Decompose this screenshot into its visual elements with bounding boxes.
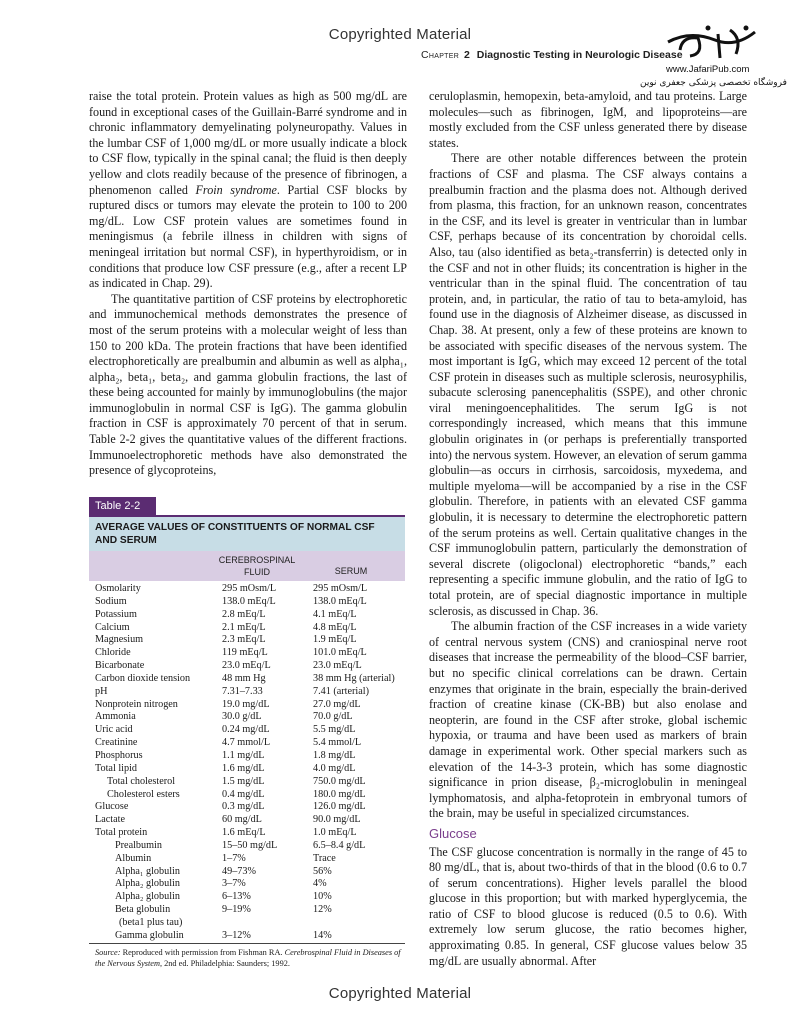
- row-csf-value: 30.0 g/dL: [222, 711, 262, 723]
- logo-url: www.JafariPub.com: [666, 64, 750, 75]
- row-constituent: Lactate: [95, 814, 125, 826]
- watermark-top: Copyrighted Material: [328, 26, 472, 43]
- row-constituent: Sodium: [95, 595, 127, 607]
- row-constituent: Alpha₂ globulin: [115, 891, 180, 903]
- left-p1-text: raise the total protein. Protein values as high as 500 mg/dL are found in exceptional cases of the Guillain-Barré syndrome and in chronic inflammatory demyelinating polyneuropathy. Values in the lumbar CSF of 1,000 mg/dL or more usually indicate a block to CSF flow, typically in the spinal canal; the fluid is then deeply yellow and clots readily because of the presence of fibrinogen, a phenomenon called: [89, 89, 407, 197]
- row-constituent: Alpha₂ globulin: [115, 878, 180, 890]
- row-serum-value: 101.0 mEq/L: [313, 647, 367, 659]
- row-csf-value: 1.6 mg/dL: [222, 762, 265, 774]
- table-row: [89, 583, 405, 596]
- row-constituent: Creatinine: [95, 737, 138, 749]
- logo-persian-text: فروشگاه تخصصی پزشکی جعفری نوین: [640, 78, 787, 88]
- row-csf-value: 15–50 mg/dL: [222, 839, 278, 851]
- row-serum-value: 5.4 mmol/L: [313, 737, 362, 749]
- running-head-chapter: Chapter: [421, 49, 460, 61]
- table-row: [89, 763, 405, 776]
- right-paragraph-4: The CSF glucose concentration is normally in the range of 45 to 80 mg/dL, that is, about two-thirds of that in the blood (0.6 to 0.7 of serum concentrations). Higher levels parallel the blood glucose in this proportion; but with marked hyperglycemia, the ratio of CSF to blood glucose is reduced (0.5 to 0.6). With extremely low serum glucose, the ratio becomes higher, approximating 0.85. In general, CSF glucose values below 35 mg/dL are usually abnormal. After: [429, 844, 747, 968]
- row-serum-value: 27.0 mg/dL: [313, 698, 361, 710]
- table-row: [89, 737, 405, 750]
- table-row: [89, 801, 405, 814]
- table-row: [89, 711, 405, 724]
- right-paragraph-2: There are other notable differences between the protein fractions of CSF and plasma. The CSF always contains a prealbumin fraction and the plasma does not. Although derived from plasma, this fraction, for an unknown reason, concentrates in the CSF, and its level is greater in ventricular than in lumbar CSF, perhaps because of its concentration by choroidal cells. Also, tau (also identified as beta₂-transferrin) is detected only in the CSF and not in other fluids; its concentration is higher in the ventricular than in the spinal fluid. The concentration of tau protein, and, in particular, the ratio of tau to beta-amyloid, has found use in the diagnosis of Alzheimer disease, as discussed in Chap. 38. At present, only a few of these proteins are known to be associated with specific diseases of the nervous system. The most important is IgG, which may exceed 12 percent of the total CSF protein in diseases such as multiple sclerosis, neurosyphilis, subacute sclerosing panencephalitis (SSPE), and other chronic viral meningoencephalitides. The serum IgG is not correspondingly increased, which means that this immune globulin originates in (or perhaps is preferentially transported into) the nervous system. However, an elevation of serum gamma globulin—as occurs in cirrhosis, sarcoidosis, myxedema, and multiple myeloma—will be accompanied by a rise in the CSF globulin. Therefore, in patients with an elevated CSF gamma globulin, it is necessary to determine the electrophoretic pattern of the serum proteins as well. Certain qualitative changes in the CSF immunoglobulin pattern, particularly the demonstration of several discrete (oligoclonal) electrophoretic “bands,” each representing a specific immune globulin, and the ratio of IgG to total protein, are of special diagnostic importance in multiple sclerosis, as discussed in Chap. 36.: [429, 151, 747, 618]
- row-csf-value: 3–12%: [222, 929, 251, 941]
- row-csf-value: 0.3 mg/dL: [222, 801, 265, 813]
- row-serum-value: 90.0 mg/dL: [313, 814, 361, 826]
- row-constituent: Ammonia: [95, 711, 136, 723]
- row-constituent: Magnesium: [95, 634, 144, 646]
- table-row: [89, 891, 405, 904]
- row-csf-value: 138.0 mEq/L: [222, 595, 276, 607]
- source-text: Reproduced with permission from Fishman RA.: [120, 947, 285, 957]
- table-row: [89, 596, 405, 609]
- table-row: [89, 660, 405, 673]
- source-book-title: Cerebrospinal Fluid in Diseases of the Nervous System: [95, 947, 401, 969]
- row-constituent: Potassium: [95, 608, 137, 620]
- watermark-bottom: Copyrighted Material: [328, 985, 472, 1002]
- row-serum-value: 295 mOsm/L: [313, 583, 368, 594]
- running-head-title: Diagnostic Testing in Neurologic Disease: [476, 49, 683, 61]
- table-row: [89, 647, 405, 660]
- running-head: [421, 49, 683, 61]
- row-serum-value: 38 mm Hg (arterial): [313, 672, 395, 684]
- table-row: [89, 622, 405, 635]
- col-header-serum: SERUM: [334, 566, 368, 576]
- table-row: [89, 904, 405, 917]
- row-csf-value: 9–19%: [222, 904, 251, 916]
- row-constituent: Beta globulin: [115, 904, 171, 916]
- row-serum-value: 1.0 mEq/L: [313, 827, 357, 839]
- table-row: [89, 866, 405, 879]
- row-constituent: Carbon dioxide tension: [95, 672, 191, 684]
- table-row: [89, 750, 405, 763]
- row-serum-value: Trace: [313, 852, 336, 864]
- table-row: [89, 814, 405, 827]
- row-serum-value: 4.8 mEq/L: [313, 621, 357, 633]
- row-constituent: Nonprotein nitrogen: [95, 698, 178, 710]
- row-csf-value: 48 mm Hg: [222, 672, 266, 684]
- table-row: [89, 776, 405, 789]
- row-serum-value: 750.0 mg/dL: [313, 775, 366, 787]
- row-csf-value: 2.3 mEq/L: [222, 634, 266, 646]
- row-constituent: Albumin: [115, 852, 152, 864]
- row-serum-value: 12%: [313, 904, 332, 916]
- table-row: [89, 699, 405, 712]
- row-csf-value: 23.0 mEq/L: [222, 660, 271, 672]
- row-serum-value: 14%: [313, 929, 332, 941]
- row-csf-value: 6–13%: [222, 891, 251, 903]
- row-constituent: Phosphorus: [95, 749, 143, 761]
- row-csf-value: 4.7 mmol/L: [222, 737, 271, 749]
- row-constituent: Uric acid: [95, 724, 133, 736]
- left-paragraph-2: The quantitative partition of CSF proteins by electrophoretic and immunochemical methods demonstrates the presence of most of the serum proteins with a molecular weight of less than 150 to 200 kDa. The protein fractions that have been identified electrophoretically are prealbumin and albumin as well as alpha₁, alpha₂, beta₁, beta₂, and gamma globulin fractions, the last of these being accounted for mainly by immunoglobulins (the major immunoglobulin in normal CSF is IgG). The gamma globulin fraction in CSF is approximately 70 percent of that in serum. Table 2-2 gives the quantitative values of the different fractions. Immunoelectrophoretic methods have also demonstrated the presence of glycoproteins,: [89, 291, 407, 478]
- table-body: [89, 581, 405, 944]
- table-header: [89, 551, 405, 581]
- froin-syndrome-term: Froin syndrome: [195, 182, 277, 197]
- table-row: [89, 724, 405, 737]
- right-column: [429, 89, 747, 969]
- row-constituent: Total lipid: [95, 762, 138, 774]
- left-paragraph-1: [89, 89, 407, 292]
- row-serum-value: 1.9 mEq/L: [313, 634, 357, 646]
- row-csf-value: 60 mg/dL: [222, 814, 262, 826]
- left-column: [89, 89, 407, 479]
- table-row: [89, 930, 405, 943]
- table-row: [89, 634, 405, 647]
- row-constituent: Cholesterol esters: [107, 788, 180, 800]
- row-serum-value: 4.0 mg/dL: [313, 762, 356, 774]
- table-row: [89, 673, 405, 686]
- row-constituent: Calcium: [95, 621, 130, 633]
- row-constituent: (beta1 plus tau): [119, 916, 183, 928]
- row-csf-value: 2.1 mEq/L: [222, 621, 266, 633]
- table-title: AVERAGE VALUES OF CONSTITUENTS OF NORMAL CSF AND SERUM: [89, 515, 405, 551]
- table-source: [89, 947, 405, 970]
- row-csf-value: 119 mEq/L: [222, 647, 268, 659]
- row-constituent: Gamma globulin: [115, 929, 184, 941]
- row-csf-value: 3–7%: [222, 878, 246, 890]
- row-constituent: Osmolarity: [95, 583, 141, 594]
- row-constituent: Total protein: [95, 827, 148, 839]
- row-constituent: Bicarbonate: [95, 660, 145, 672]
- table-row: [89, 686, 405, 699]
- table-row: [89, 789, 405, 802]
- row-serum-value: 4%: [313, 878, 327, 890]
- row-constituent: Prealbumin: [115, 839, 162, 851]
- row-csf-value: 1.1 mg/dL: [222, 749, 265, 761]
- row-serum-value: 4.1 mEq/L: [313, 608, 357, 620]
- row-constituent: Alpha₁ globulin: [115, 865, 180, 877]
- glucose-heading: Glucose: [429, 825, 477, 841]
- row-csf-value: 7.31–7.33: [222, 685, 263, 697]
- row-csf-value: 1–7%: [222, 852, 246, 864]
- row-serum-value: 7.41 (arterial): [313, 685, 370, 697]
- row-serum-value: 10%: [313, 891, 332, 903]
- running-head-number: 2: [464, 49, 470, 61]
- source-label: Source:: [95, 947, 121, 957]
- source-end: , 2nd ed. Philadelphia: Saunders; 1992.: [159, 959, 290, 969]
- row-constituent: Glucose: [95, 801, 129, 813]
- row-serum-value: 5.5 mg/dL: [313, 724, 356, 736]
- row-constituent: Total cholesterol: [107, 775, 176, 787]
- table-row: [89, 840, 405, 853]
- row-csf-value: 1.5 mg/dL: [222, 775, 265, 787]
- row-csf-value: 19.0 mg/dL: [222, 698, 270, 710]
- row-csf-value: 2.8 mEq/L: [222, 608, 266, 620]
- row-serum-value: 56%: [313, 865, 332, 877]
- row-serum-value: 138.0 mEq/L: [313, 595, 367, 607]
- table-row: [89, 878, 405, 891]
- row-constituent: pH: [95, 685, 108, 697]
- row-csf-value: 49–73%: [222, 865, 256, 877]
- row-serum-value: 1.8 mg/dL: [313, 749, 356, 761]
- row-serum-value: 126.0 mg/dL: [313, 801, 366, 813]
- row-constituent: Chloride: [95, 647, 131, 659]
- left-p1-end: . Partial CSF blocks by ruptured discs or tumors may elevate the protein to 100 to 200 mg/dL. Low CSF protein values are sometimes found in meningismus (a febrile illness in children with signs of meningeal irritation but normal CSF), in hyperthyroidism, or in conditions that produce low CSF pressure (e.g., after a recent LP as indicated in Chap. 29).: [89, 182, 408, 291]
- table-tag: Table 2-2: [89, 497, 156, 515]
- right-paragraph-1: ceruloplasmin, hemopexin, beta-amyloid, and tau proteins. Large molecules—such as fibrinogen, IgM, and lipoproteins—are mostly excluded from the CSF unless generated there by disease states.: [429, 89, 747, 150]
- right-paragraph-3: The albumin fraction of the CSF increases in a wide variety of central nervous system (CNS) and craniospinal nerve root diseases that increase the permeability of the blood–CSF barrier, but no specific clinical correlations can be drawn. Certain enzymes that originate in the brain, especially the brain-derived fraction of creatine kinase (CK-BB) but also enolase and neopterin, are found in the CSF after stroke, global ischemic hypoxia, or trauma and have been used as markers of brain damage in experimental work. Other special markers such as elevation of the 14-3-3 protein, which has some diagnostic significance in prion disease, β₂-microglobulin in meningeal lymphomatosis, and alpha-fetoprotein in embryonal tumors of the brain, may be useful in specialized circumstances.: [429, 619, 747, 821]
- row-csf-value: 0.4 mg/dL: [222, 788, 265, 800]
- col-header-csf: CEREBROSPINAL FLUID: [218, 555, 296, 577]
- row-serum-value: 23.0 mEq/L: [313, 660, 362, 672]
- row-csf-value: 295 mOsm/L: [222, 583, 277, 594]
- row-csf-value: 0.24 mg/dL: [222, 724, 270, 736]
- table-row: [89, 827, 405, 840]
- row-serum-value: 70.0 g/dL: [313, 711, 353, 723]
- table-row: [89, 609, 405, 622]
- table-row: [89, 853, 405, 866]
- table-2-2: [89, 496, 405, 970]
- row-csf-value: 1.6 mEq/L: [222, 827, 266, 839]
- table-row: [89, 917, 405, 930]
- row-serum-value: 6.5–8.4 g/dL: [313, 839, 366, 851]
- row-serum-value: 180.0 mg/dL: [313, 788, 366, 800]
